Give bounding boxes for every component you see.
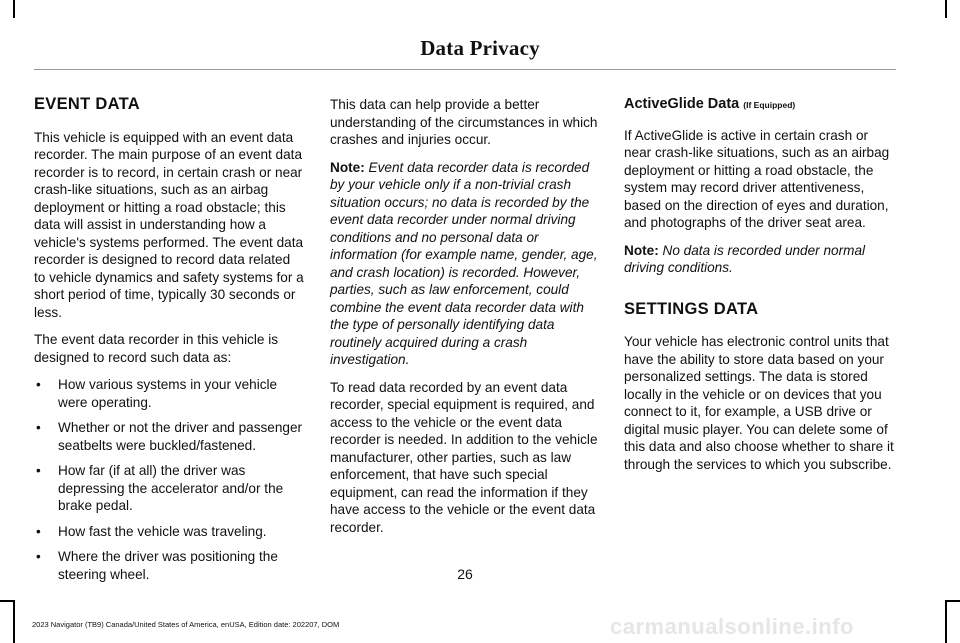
- column-event-data-continued: [330, 96, 602, 546]
- crop-mark-bottom-left-vertical: [13, 600, 15, 643]
- activeglide-description: If ActiveGlide is active in certain crash or near crash-like situations, such as an airbag deployment or hitting a road obstacle, the system may record driver attentiveness, based on the direction of eyes and duration, and photographs of the driver seat area.: [624, 127, 890, 230]
- bullet-icon: •: [36, 523, 41, 539]
- bullet-icon: •: [36, 377, 41, 392]
- bullet-icon: •: [36, 463, 41, 478]
- bullet-icon: •: [36, 549, 41, 564]
- activeglide-heading: ActiveGlide Data (If Equipped): [624, 96, 796, 112]
- crop-mark-bottom-left-horizontal: [0, 600, 15, 602]
- column-activeglide-settings: [624, 96, 898, 483]
- recorded-data-list: [34, 376, 304, 583]
- crop-mark-top-right-vertical: [945, 0, 947, 18]
- list-item: • How far (if at all) the driver was depressing the accelerator and/or the brake pedal.: [36, 463, 284, 513]
- list-item: • Whether or not the driver and passenger seatbelts were buckled/fastened.: [36, 420, 303, 453]
- event-data-record-lead: The event data recorder in this vehicle is designed to record such data as:: [34, 332, 279, 365]
- note-text: No data is recorded under normal driving conditions.: [624, 242, 866, 275]
- crop-mark-top-left-vertical: [13, 0, 15, 18]
- crop-mark-bottom-right-horizontal: [945, 600, 960, 602]
- event-data-note: [330, 159, 602, 369]
- watermark: carmanualsonline.info: [610, 614, 854, 639]
- note-label: Note:: [624, 242, 659, 258]
- if-equipped-qualifier: (If Equipped): [743, 100, 796, 110]
- event-data-intro: This vehicle is equipped with an event data recorder. The main purpose of an event data recorder is to record, in certain crash or near crash-like situations, such as an airbag deployment or hitting a road obstacle; this data will assist in understanding how a vehicle's systems performed. The event data recorder is designed to record data related to vehicle dynamics and safety systems for a short period of time, typically 30 seconds or less.: [34, 129, 304, 320]
- event-data-access: To read data recorded by an event data recorder, special equipment is required, and access to the vehicle or the event data recorder is needed. In addition to the vehicle manufacturer, other parties, such as law enforcement, that have such special equipment, can read the information if they have access to the vehicle or the event data recorder.: [330, 379, 598, 535]
- list-item: • How various systems in your vehicle were operating.: [36, 377, 278, 410]
- crop-mark-bottom-right-vertical: [945, 600, 947, 643]
- list-item: • How fast the vehicle was traveling.: [36, 523, 267, 539]
- title-divider: [34, 69, 896, 70]
- bullet-icon: •: [36, 420, 41, 435]
- event-data-heading: EVENT DATA: [34, 95, 140, 113]
- note-text: Event data recorder data is recorded by your vehicle only if a non-trivial crash situation occurs; no data is recorded by the event data recorder under normal driving conditions and no personal data or information (for example name, gender, age, and crash location) is recorded. However, parties, such as law enforcement, could combine the event data recorder data with the type of personally identifying data routinely acquired during a crash investigation.: [330, 159, 598, 367]
- settings-data-description: Your vehicle has electronic control units that have the ability to store data based on your personalized settings. The data is stored locally in the vehicle or on devices that you connect to it, for example, a USB drive or digital music player. You can delete some of this data and also choose whether to share it through the services to which you subscribe.: [624, 334, 894, 472]
- page-number: 26: [457, 566, 473, 582]
- list-item: • Where the driver was positioning the steering wheel.: [36, 549, 278, 582]
- activeglide-note: [624, 242, 898, 277]
- page-title: Data Privacy: [420, 36, 540, 60]
- note-label: Note:: [330, 159, 365, 175]
- column-event-data: [34, 96, 304, 591]
- event-data-benefit: This data can help provide a better understanding of the circumstances in which crashes and injuries occur.: [330, 97, 598, 147]
- settings-data-heading: SETTINGS DATA: [624, 299, 759, 318]
- edition-footer: 2023 Navigator (TB9) Canada/United States of America, enUSA, Edition date: 202207, DOM: [32, 620, 340, 629]
